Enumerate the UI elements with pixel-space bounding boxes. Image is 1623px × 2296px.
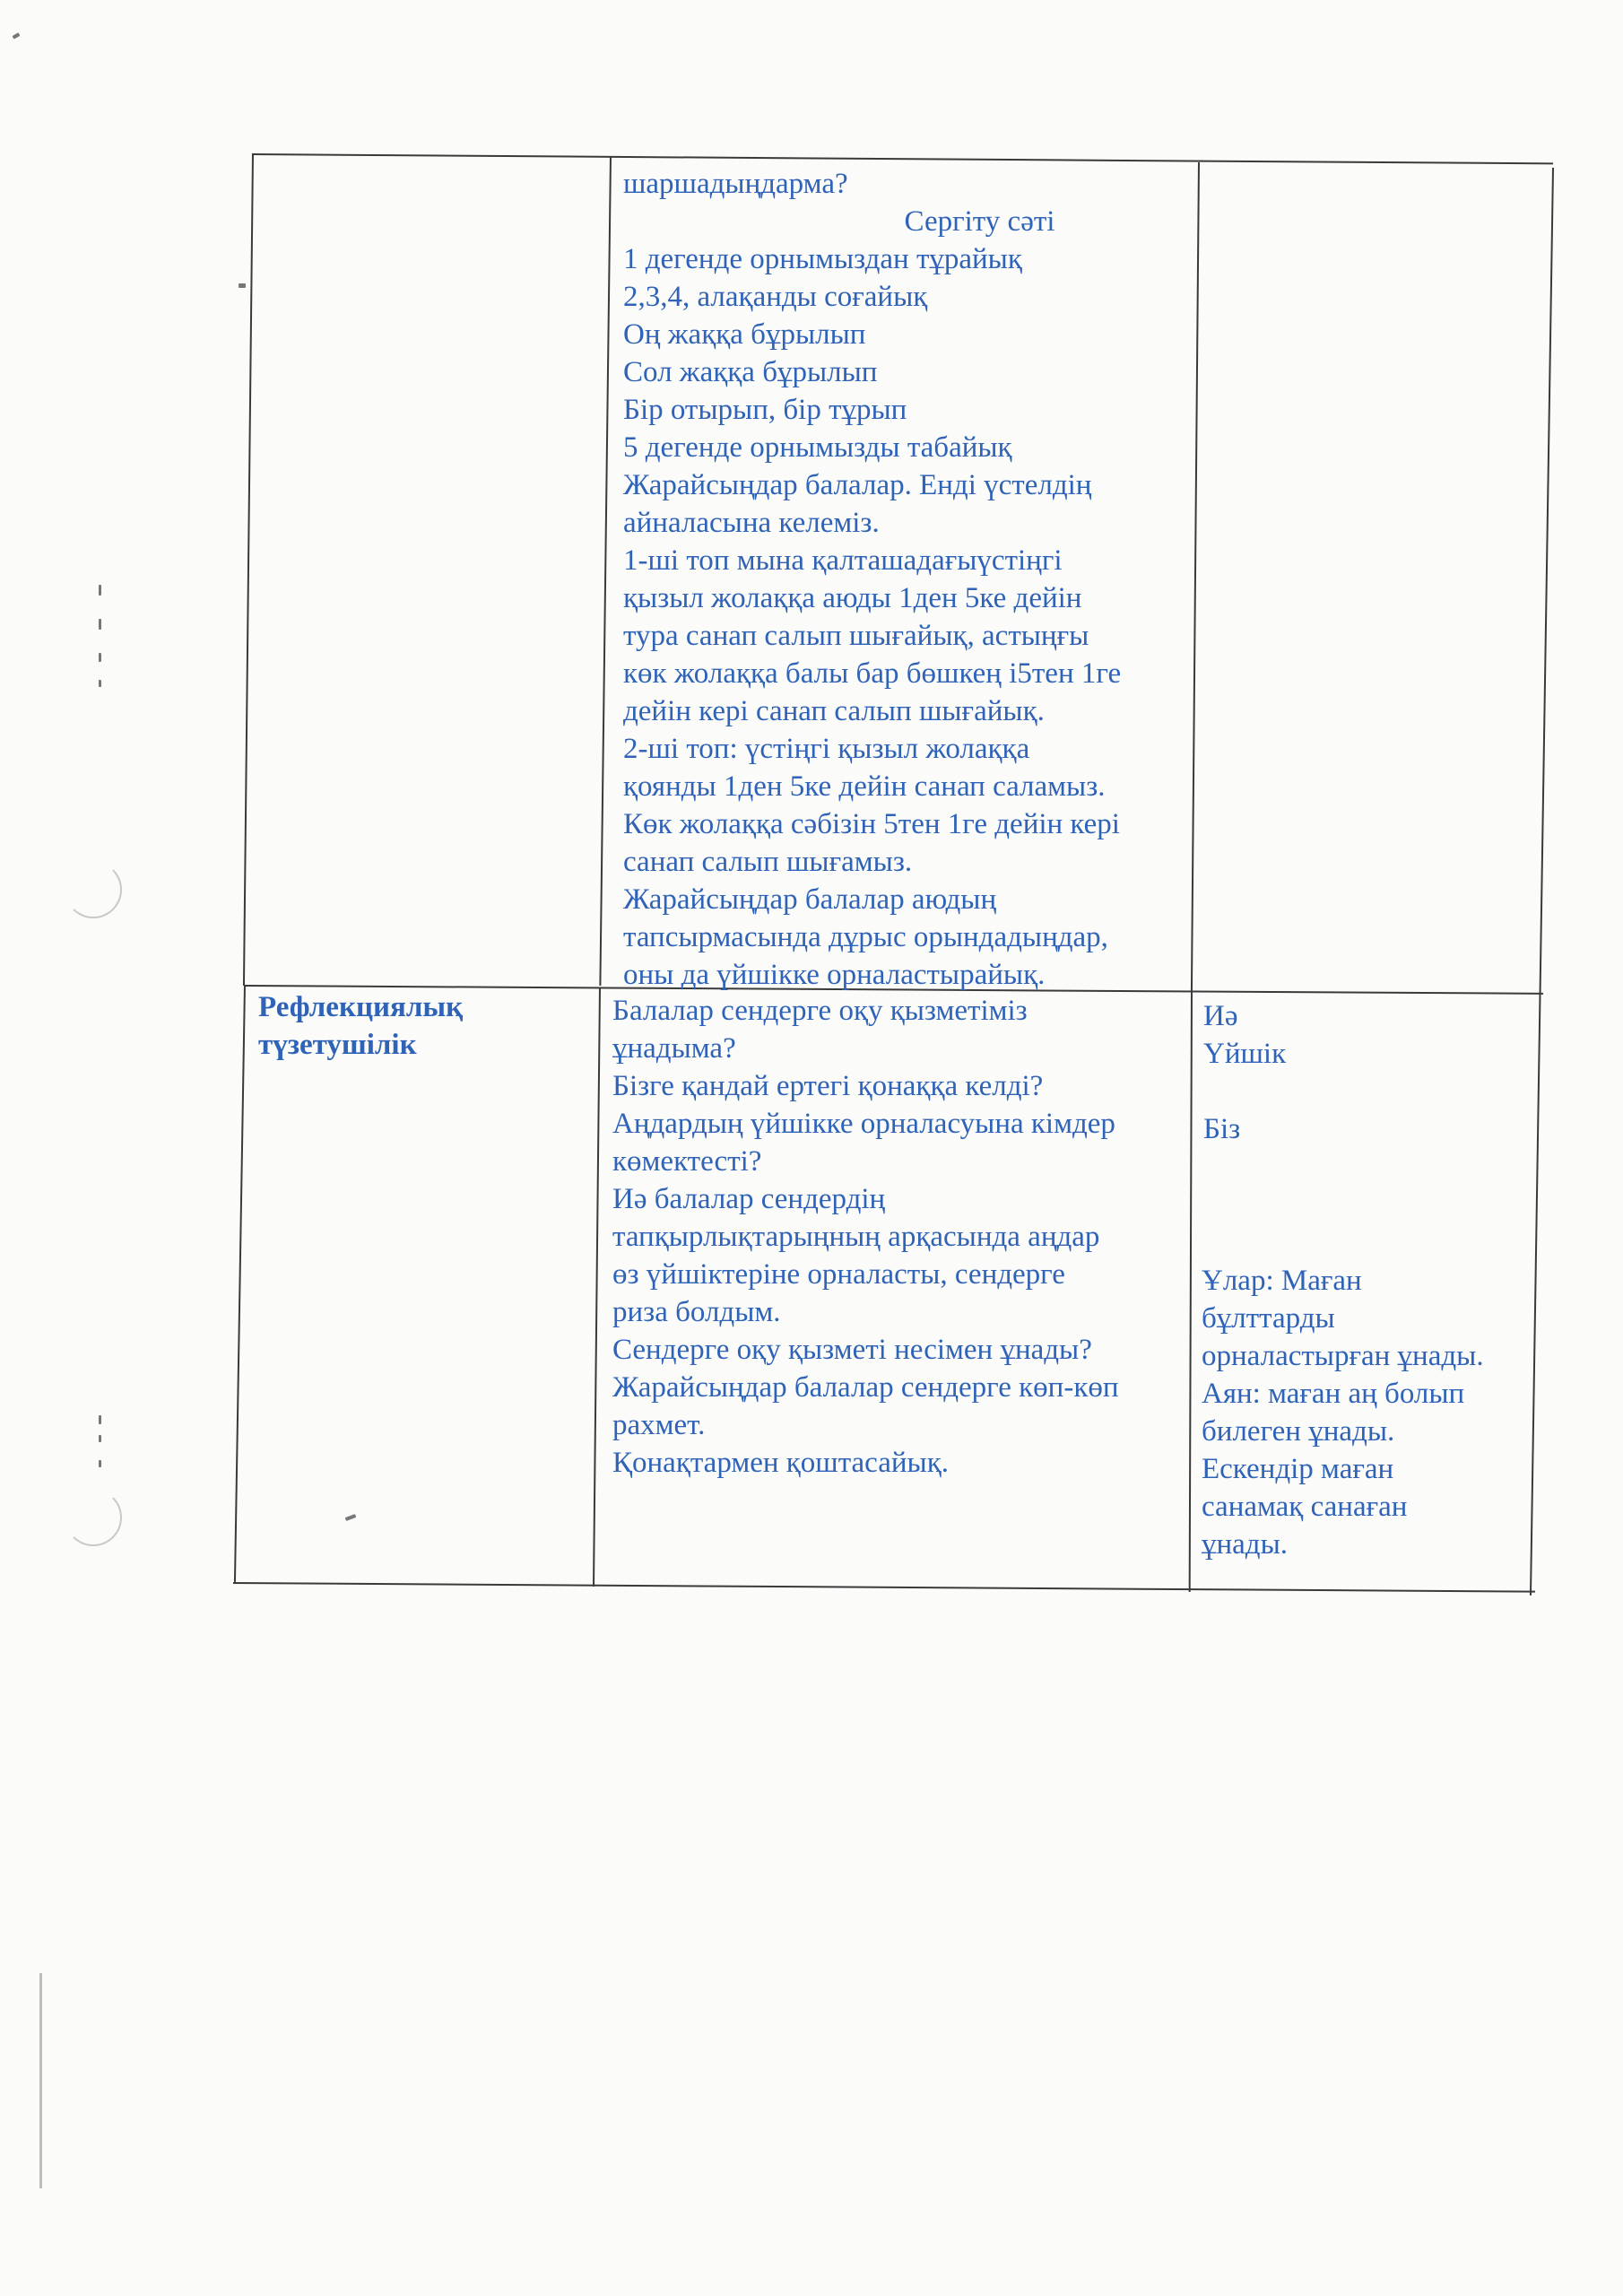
content-line: Қонақтармен қоштасайық. (612, 1447, 949, 1479)
content-line: оны да үйшікке орналастырайық. (623, 959, 1046, 991)
response-line: бұлттарды (1202, 1302, 1335, 1335)
table-column-divider-1 (593, 987, 601, 1587)
content-line: Көк жолаққа сәбізін 5тен 1ге дейін кері (623, 808, 1120, 840)
content-line: көк жолаққа балы бар бөшкең і5тен 1ге (623, 657, 1122, 690)
content-line: Бізге қандай ертегі қонаққа келді? (612, 1070, 1044, 1102)
row-label: Рефлекциялық (258, 991, 464, 1023)
content-line: Жарайсыңдар балалар сендерге көп-көп (612, 1371, 1119, 1404)
scan-speck (13, 32, 21, 39)
response-line: санамақ санаған (1202, 1491, 1408, 1523)
scan-speck (99, 1435, 101, 1442)
punch-hole-shadow (65, 1489, 122, 1546)
scan-speck (99, 585, 101, 596)
content-line: Бір отырып, бір тұрып (623, 394, 907, 426)
response-line (1203, 1073, 1544, 1110)
content-line: рахмет. (612, 1409, 706, 1441)
response-line: Ескендір маған (1202, 1453, 1394, 1485)
content-line: санап салып шығамыз. (623, 846, 913, 878)
content-line: қоянды 1ден 5ке дейін санап саламыз. (623, 770, 1106, 803)
response-line: ұнады. (1202, 1528, 1289, 1561)
row2-label-cell (258, 988, 590, 1064)
content-line: қызыл жолаққа аюды 1ден 5ке дейін (623, 582, 1082, 614)
table-border-left (243, 153, 254, 986)
row1-content-cell (623, 165, 1188, 994)
scan-speck (99, 680, 101, 687)
scan-speck (99, 619, 101, 630)
content-line: Сендерге оқу қызметі несімен ұнады? (612, 1334, 1092, 1366)
row-label: түзетушілік (258, 1029, 417, 1061)
content-line: тура санап салып шығайық, астыңғы (623, 620, 1089, 652)
content-line: тапқырлықтарыңның арқасында аңдар (612, 1221, 1100, 1253)
response-line: Иә (1203, 1000, 1238, 1032)
content-line: айналасына келеміз. (623, 507, 880, 539)
content-line: көмектесті? (612, 1145, 762, 1178)
scan-speck (239, 283, 246, 288)
response-line: орналастырған ұнады. (1202, 1340, 1484, 1372)
table-border-top (253, 153, 1553, 164)
content-line: Жарайсыңдар балалар. Енді үстелдің (623, 469, 1092, 501)
content-line: 2-ші топ: үстіңгі қызыл жолаққа (623, 733, 1030, 765)
table-column-divider-1 (599, 156, 612, 986)
content-line: 2,3,4, алақанды соғайық (623, 281, 928, 313)
punch-hole-shadow (65, 861, 122, 918)
content-line: ұнадыма? (612, 1032, 736, 1065)
content-line: шаршадыңдарма? (623, 168, 848, 200)
row2-response-top (1203, 997, 1544, 1148)
response-line: Үйшік (1203, 1038, 1287, 1070)
content-line: тапсырмасында дұрыс орындадыңдар, (623, 921, 1108, 953)
content-line: Балалар сендерге оқу қызметіміз (612, 995, 1028, 1027)
row2-response-bottom (1202, 1262, 1547, 1563)
section-heading: Сергіту сәті (904, 205, 1055, 238)
content-line: 5 дегенде орнымызды табайық (623, 431, 1012, 464)
scan-speck (345, 1514, 357, 1521)
table-column-divider-2 (1189, 991, 1193, 1592)
content-line: дейін кері санап салып шығайық. (623, 695, 1045, 727)
content-line: риза болдым. (612, 1296, 781, 1328)
response-line: Ұлар: Маған (1202, 1265, 1362, 1297)
response-line: Біз (1203, 1113, 1241, 1145)
content-line: өз үйшіктеріне орналасты, сендерге (612, 1258, 1065, 1291)
content-line: Оң жаққа бұрылып (623, 318, 866, 351)
table-border-bottom (233, 1582, 1535, 1593)
content-line: Иә балалар сендердің (612, 1183, 886, 1215)
scan-speck (99, 653, 101, 662)
scan-speck (99, 1460, 101, 1467)
response-line: билеген ұнады. (1202, 1415, 1395, 1448)
content-line: 1-ші топ мына қалташадағыүстіңгі (623, 544, 1063, 577)
content-line: Жарайсыңдар балалар аюдың (623, 883, 997, 916)
row2-content-cell (612, 992, 1186, 1482)
content-line: 1 дегенде орнымыздан тұрайық (623, 243, 1022, 275)
response-line: Аян: маған аң болып (1202, 1378, 1465, 1410)
scan-speck (99, 1415, 101, 1424)
table-border-left (234, 985, 246, 1582)
page-edge-shadow (39, 1973, 42, 2188)
content-line: Аңдардың үйшікке орналасуына кімдер (612, 1108, 1115, 1140)
content-line: Сол жаққа бұрылып (623, 356, 878, 388)
table-column-divider-2 (1191, 162, 1200, 991)
